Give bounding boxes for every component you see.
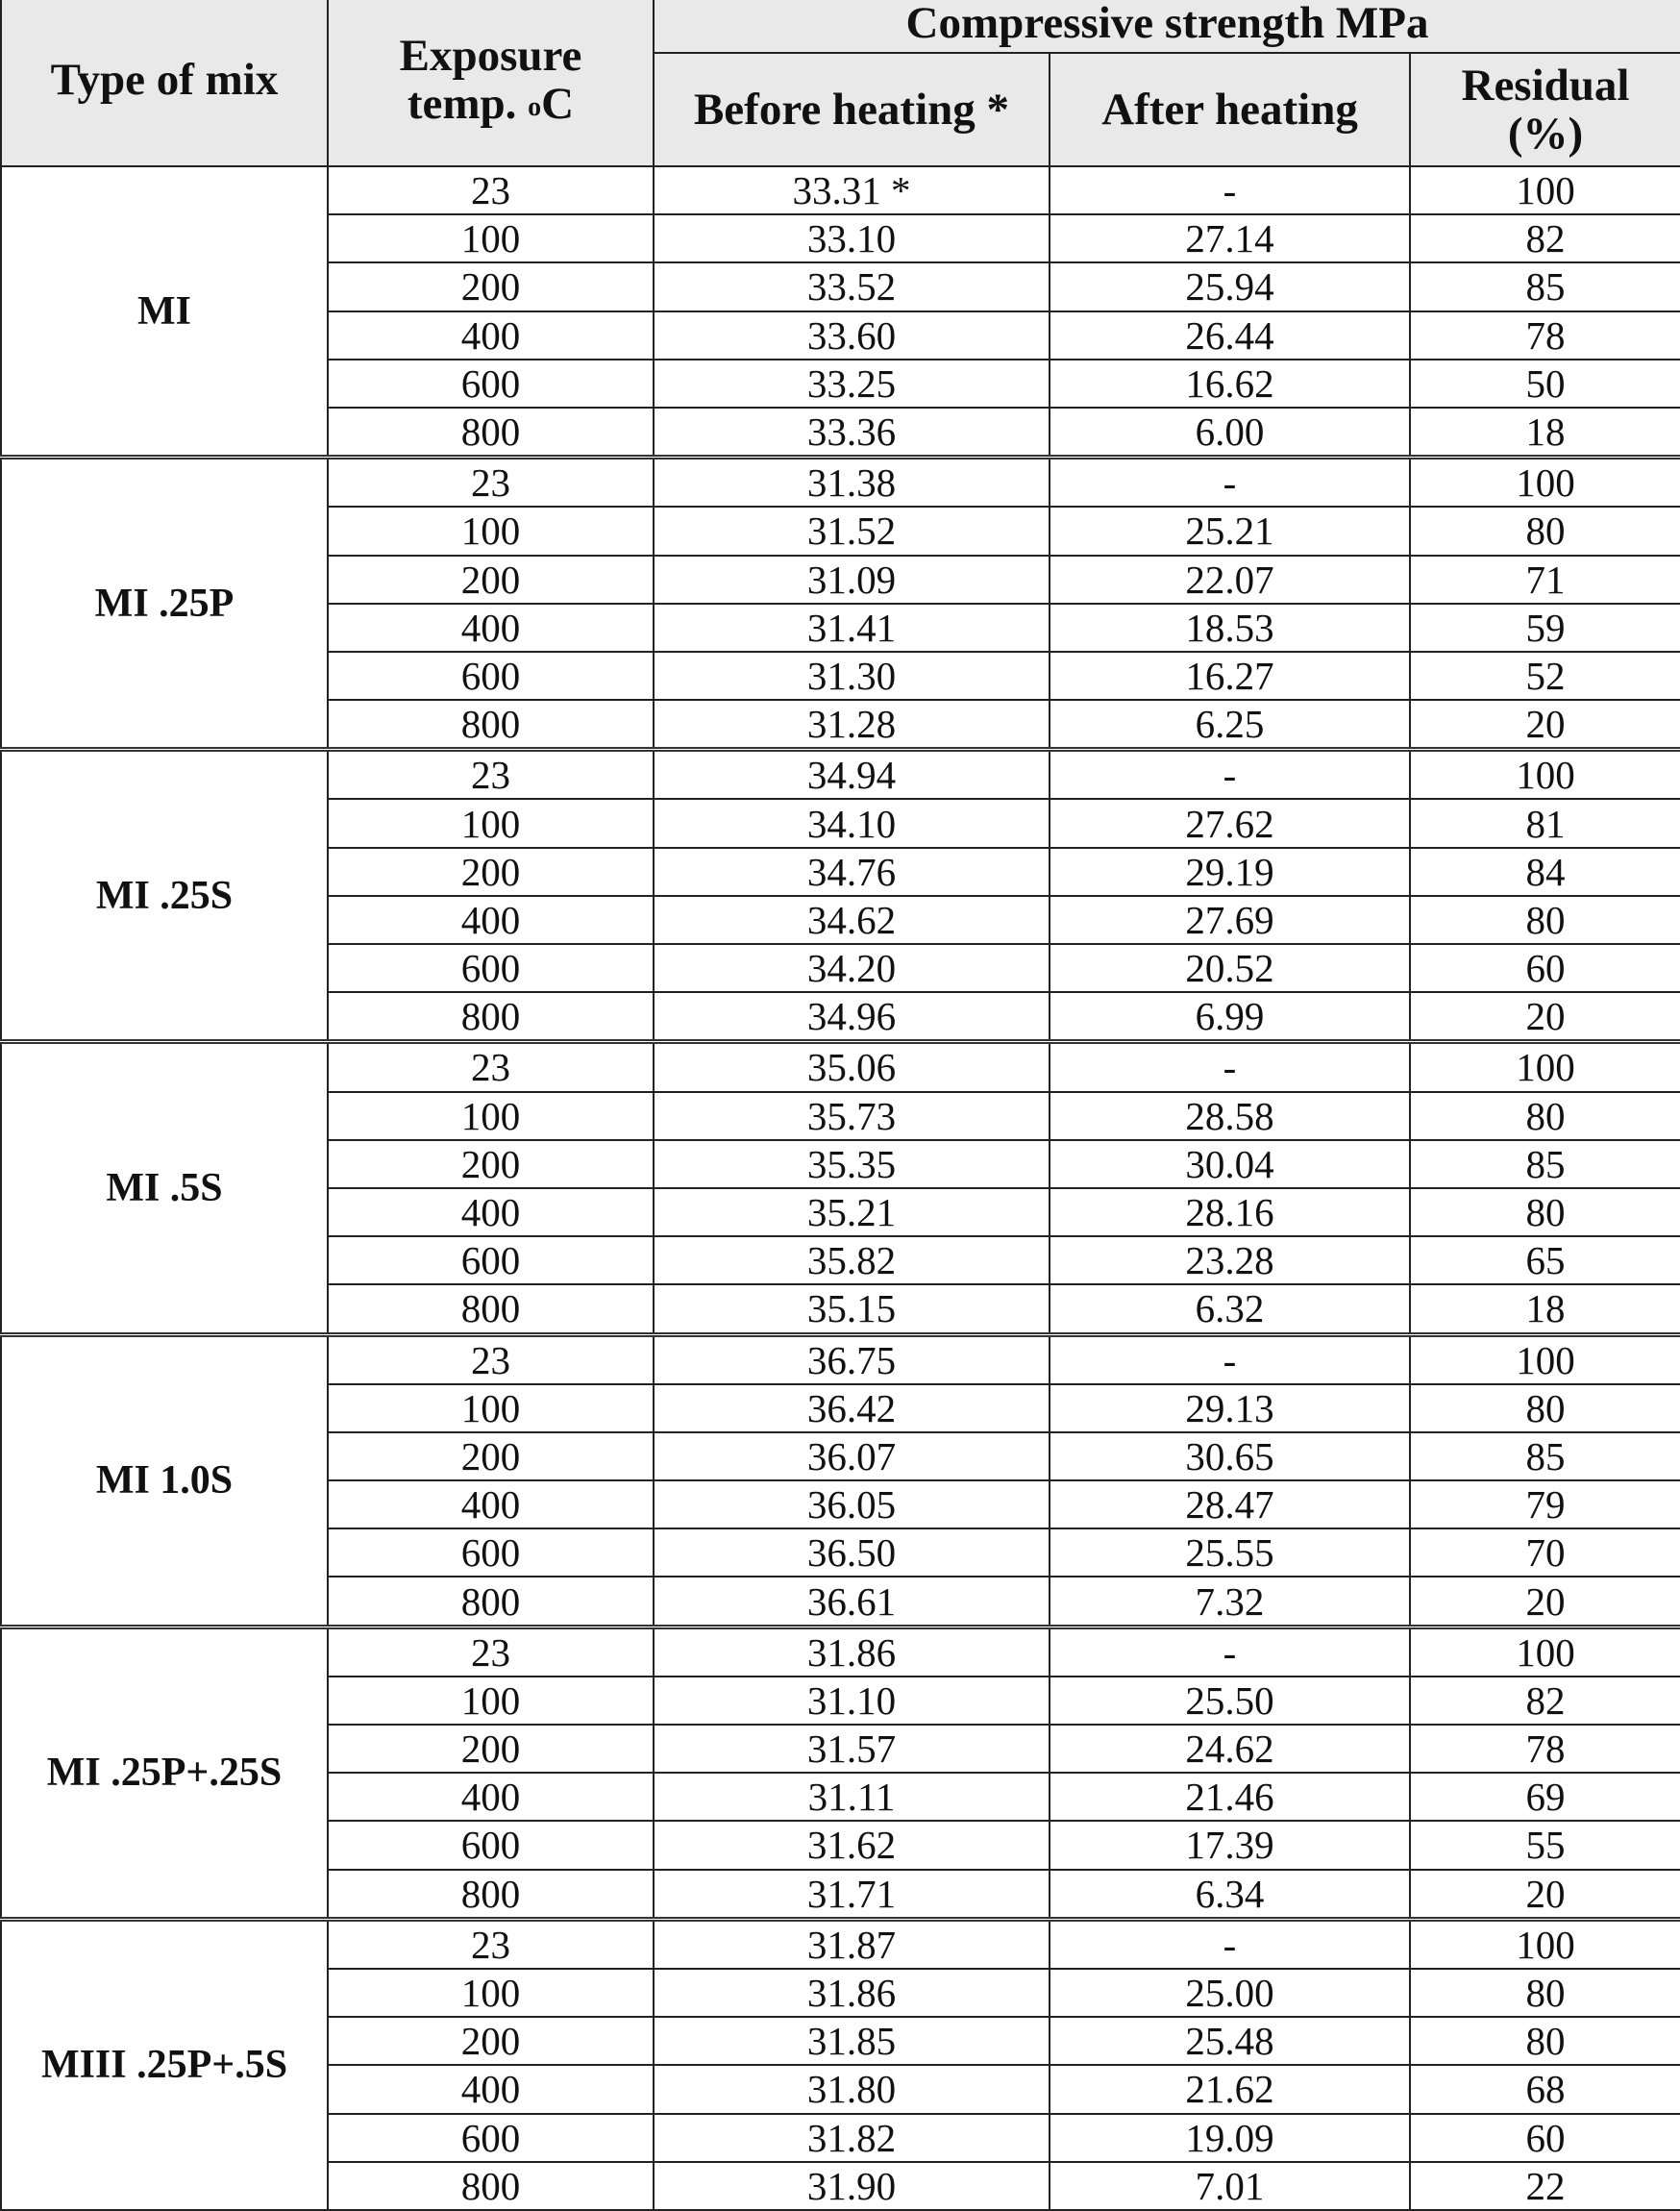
residual-cell: 85 bbox=[1410, 1140, 1680, 1188]
mix-type-cell: MI .25P+.25S bbox=[1, 1627, 328, 1919]
exposure-temp-cell: 800 bbox=[328, 1870, 654, 1920]
after-heating-cell: 30.04 bbox=[1050, 1140, 1410, 1188]
before-heating-cell: 31.52 bbox=[654, 507, 1050, 555]
after-heating-cell: 26.44 bbox=[1050, 311, 1410, 360]
exposure-temp-cell: 800 bbox=[328, 2162, 654, 2210]
mix-type-cell: MI .5S bbox=[1, 1042, 328, 1334]
header-residual-line2: (%) bbox=[1507, 109, 1584, 159]
after-heating-cell: - bbox=[1050, 1919, 1410, 1969]
residual-cell: 50 bbox=[1410, 360, 1680, 408]
before-heating-cell: 33.52 bbox=[654, 262, 1050, 311]
after-heating-cell: 29.13 bbox=[1050, 1384, 1410, 1432]
after-heating-cell: 25.21 bbox=[1050, 507, 1410, 555]
table-body bbox=[1, 166, 1680, 2210]
exposure-temp-cell: 600 bbox=[328, 944, 654, 992]
header-before-heating-label: Before heating * bbox=[693, 85, 1010, 135]
residual-cell: 80 bbox=[1410, 1384, 1680, 1432]
residual-cell: 20 bbox=[1410, 992, 1680, 1042]
residual-cell: 78 bbox=[1410, 1725, 1680, 1773]
exposure-temp-cell: 400 bbox=[328, 311, 654, 360]
before-heating-cell: 33.25 bbox=[654, 360, 1050, 408]
before-heating-cell: 31.82 bbox=[654, 2114, 1050, 2162]
residual-cell: 82 bbox=[1410, 1677, 1680, 1725]
table-row bbox=[1, 458, 1680, 508]
residual-cell: 85 bbox=[1410, 262, 1680, 311]
before-heating-cell: 34.62 bbox=[654, 896, 1050, 944]
residual-cell: 65 bbox=[1410, 1236, 1680, 1284]
mix-type-cell: MI .25S bbox=[1, 750, 328, 1042]
exposure-temp-cell: 400 bbox=[328, 896, 654, 944]
exposure-temp-cell: 200 bbox=[328, 2017, 654, 2065]
before-heating-cell: 35.21 bbox=[654, 1188, 1050, 1236]
residual-cell: 59 bbox=[1410, 604, 1680, 652]
header-exposure-line2 bbox=[408, 79, 574, 129]
degree-superscript: o bbox=[528, 92, 542, 122]
before-heating-cell: 36.07 bbox=[654, 1432, 1050, 1480]
exposure-temp-cell: 400 bbox=[328, 1480, 654, 1528]
before-heating-cell: 31.86 bbox=[654, 1969, 1050, 2017]
residual-cell: 60 bbox=[1410, 944, 1680, 992]
residual-cell: 80 bbox=[1410, 1092, 1680, 1140]
after-heating-cell: 18.53 bbox=[1050, 604, 1410, 652]
after-heating-cell: 6.00 bbox=[1050, 408, 1410, 458]
residual-cell: 100 bbox=[1410, 1919, 1680, 1969]
after-heating-cell: - bbox=[1050, 1627, 1410, 1677]
exposure-temp-cell: 400 bbox=[328, 604, 654, 652]
exposure-temp-cell: 200 bbox=[328, 556, 654, 604]
mix-type-cell: MI bbox=[1, 166, 328, 458]
after-heating-cell: 28.47 bbox=[1050, 1480, 1410, 1528]
after-heating-cell: 21.62 bbox=[1050, 2065, 1410, 2113]
exposure-temp-cell: 600 bbox=[328, 1236, 654, 1284]
exposure-temp-cell: 400 bbox=[328, 1188, 654, 1236]
before-heating-cell: 33.10 bbox=[654, 214, 1050, 262]
header-type-of-mix bbox=[1, 0, 328, 166]
exposure-temp-cell: 23 bbox=[328, 1919, 654, 1969]
table-row bbox=[1, 1042, 1680, 1092]
before-heating-cell: 31.62 bbox=[654, 1821, 1050, 1869]
header-exposure-line1: Exposure bbox=[399, 31, 582, 81]
before-heating-cell: 31.85 bbox=[654, 2017, 1050, 2065]
residual-cell: 100 bbox=[1410, 1627, 1680, 1677]
residual-cell: 20 bbox=[1410, 1870, 1680, 1920]
before-heating-cell: 31.09 bbox=[654, 556, 1050, 604]
exposure-temp-cell: 200 bbox=[328, 262, 654, 311]
before-heating-cell: 31.71 bbox=[654, 1870, 1050, 1920]
after-heating-cell: 23.28 bbox=[1050, 1236, 1410, 1284]
residual-cell: 100 bbox=[1410, 750, 1680, 800]
residual-cell: 80 bbox=[1410, 1188, 1680, 1236]
header-before-heating bbox=[654, 53, 1050, 166]
after-heating-cell: 27.62 bbox=[1050, 799, 1410, 847]
exposure-temp-cell: 600 bbox=[328, 2114, 654, 2162]
exposure-temp-cell: 200 bbox=[328, 1140, 654, 1188]
after-heating-cell: 25.48 bbox=[1050, 2017, 1410, 2065]
exposure-temp-cell: 600 bbox=[328, 1528, 654, 1577]
before-heating-cell: 35.06 bbox=[654, 1042, 1050, 1092]
after-heating-cell: 30.65 bbox=[1050, 1432, 1410, 1480]
before-heating-cell: 36.61 bbox=[654, 1577, 1050, 1627]
exposure-temp-cell: 400 bbox=[328, 1773, 654, 1821]
before-heating-cell: 35.73 bbox=[654, 1092, 1050, 1140]
table-header bbox=[1, 0, 1680, 166]
before-heating-cell: 31.10 bbox=[654, 1677, 1050, 1725]
residual-cell: 22 bbox=[1410, 2162, 1680, 2210]
residual-cell: 80 bbox=[1410, 507, 1680, 555]
after-heating-cell: 21.46 bbox=[1050, 1773, 1410, 1821]
exposure-temp-cell: 200 bbox=[328, 1432, 654, 1480]
residual-cell: 20 bbox=[1410, 700, 1680, 750]
exposure-temp-cell: 600 bbox=[328, 652, 654, 700]
exposure-temp-cell: 800 bbox=[328, 992, 654, 1042]
residual-cell: 60 bbox=[1410, 2114, 1680, 2162]
after-heating-cell: 7.01 bbox=[1050, 2162, 1410, 2210]
table-row bbox=[1, 166, 1680, 214]
residual-cell: 100 bbox=[1410, 166, 1680, 214]
residual-cell: 80 bbox=[1410, 1969, 1680, 2017]
before-heating-cell: 33.31 * bbox=[654, 166, 1050, 214]
table-row bbox=[1, 1627, 1680, 1677]
before-heating-cell: 31.57 bbox=[654, 1725, 1050, 1773]
exposure-temp-cell: 23 bbox=[328, 1627, 654, 1677]
header-after-heating bbox=[1050, 53, 1410, 166]
exposure-temp-cell: 100 bbox=[328, 1677, 654, 1725]
exposure-temp-cell: 200 bbox=[328, 1725, 654, 1773]
residual-cell: 68 bbox=[1410, 2065, 1680, 2113]
before-heating-cell: 34.10 bbox=[654, 799, 1050, 847]
exposure-temp-cell: 800 bbox=[328, 1577, 654, 1627]
before-heating-cell: 31.38 bbox=[654, 458, 1050, 508]
before-heating-cell: 35.35 bbox=[654, 1140, 1050, 1188]
residual-cell: 84 bbox=[1410, 848, 1680, 896]
after-heating-cell: 25.00 bbox=[1050, 1969, 1410, 2017]
before-heating-cell: 34.96 bbox=[654, 992, 1050, 1042]
exposure-temp-cell: 600 bbox=[328, 1821, 654, 1869]
residual-cell: 70 bbox=[1410, 1528, 1680, 1577]
exposure-temp-cell: 100 bbox=[328, 1969, 654, 2017]
exposure-temp-cell: 100 bbox=[328, 507, 654, 555]
before-heating-cell: 35.82 bbox=[654, 1236, 1050, 1284]
header-compressive-strength bbox=[654, 0, 1680, 53]
before-heating-cell: 34.20 bbox=[654, 944, 1050, 992]
after-heating-cell: - bbox=[1050, 1334, 1410, 1384]
residual-cell: 100 bbox=[1410, 1042, 1680, 1092]
before-heating-cell: 36.75 bbox=[654, 1334, 1050, 1384]
after-heating-cell: - bbox=[1050, 1042, 1410, 1092]
after-heating-cell: 20.52 bbox=[1050, 944, 1410, 992]
after-heating-cell: 7.32 bbox=[1050, 1577, 1410, 1627]
after-heating-cell: 17.39 bbox=[1050, 1821, 1410, 1869]
residual-cell: 80 bbox=[1410, 896, 1680, 944]
exposure-temp-cell: 100 bbox=[328, 1384, 654, 1432]
residual-cell: 79 bbox=[1410, 1480, 1680, 1528]
after-heating-cell: 28.58 bbox=[1050, 1092, 1410, 1140]
residual-cell: 20 bbox=[1410, 1577, 1680, 1627]
before-heating-cell: 31.30 bbox=[654, 652, 1050, 700]
before-heating-cell: 33.60 bbox=[654, 311, 1050, 360]
before-heating-cell: 31.80 bbox=[654, 2065, 1050, 2113]
after-heating-cell: 6.25 bbox=[1050, 700, 1410, 750]
after-heating-cell: 24.62 bbox=[1050, 1725, 1410, 1773]
after-heating-cell: 25.50 bbox=[1050, 1677, 1410, 1725]
after-heating-cell: 28.16 bbox=[1050, 1188, 1410, 1236]
after-heating-cell: - bbox=[1050, 166, 1410, 214]
table-row bbox=[1, 1919, 1680, 1969]
exposure-temp-cell: 200 bbox=[328, 848, 654, 896]
after-heating-cell: 6.99 bbox=[1050, 992, 1410, 1042]
header-exposure-temp bbox=[328, 0, 654, 166]
before-heating-cell: 36.42 bbox=[654, 1384, 1050, 1432]
header-type-of-mix-label: Type of mix bbox=[50, 55, 279, 105]
table-row bbox=[1, 750, 1680, 800]
before-heating-cell: 31.86 bbox=[654, 1627, 1050, 1677]
residual-cell: 82 bbox=[1410, 214, 1680, 262]
before-heating-cell: 35.15 bbox=[654, 1284, 1050, 1334]
header-compressive-strength-label: Compressive strength MPa bbox=[905, 0, 1429, 48]
after-heating-cell: 6.34 bbox=[1050, 1870, 1410, 1920]
exposure-temp-cell: 800 bbox=[328, 408, 654, 458]
header-residual-line1: Residual bbox=[1461, 61, 1630, 111]
residual-cell: 18 bbox=[1410, 408, 1680, 458]
before-heating-cell: 31.41 bbox=[654, 604, 1050, 652]
after-heating-cell: 16.27 bbox=[1050, 652, 1410, 700]
exposure-temp-cell: 100 bbox=[328, 799, 654, 847]
before-heating-cell: 31.28 bbox=[654, 700, 1050, 750]
header-exposure-temp-word: temp. bbox=[407, 79, 517, 129]
exposure-temp-cell: 800 bbox=[328, 700, 654, 750]
residual-cell: 69 bbox=[1410, 1773, 1680, 1821]
exposure-temp-cell: 23 bbox=[328, 166, 654, 214]
before-heating-cell: 31.11 bbox=[654, 1773, 1050, 1821]
after-heating-cell: 27.69 bbox=[1050, 896, 1410, 944]
residual-cell: 71 bbox=[1410, 556, 1680, 604]
exposure-temp-cell: 100 bbox=[328, 1092, 654, 1140]
after-heating-cell: - bbox=[1050, 750, 1410, 800]
exposure-temp-cell: 23 bbox=[328, 458, 654, 508]
header-residual bbox=[1410, 53, 1680, 166]
before-heating-cell: 31.90 bbox=[654, 2162, 1050, 2210]
residual-cell: 55 bbox=[1410, 1821, 1680, 1869]
exposure-temp-cell: 600 bbox=[328, 360, 654, 408]
exposure-temp-cell: 23 bbox=[328, 1042, 654, 1092]
exposure-temp-cell: 400 bbox=[328, 2065, 654, 2113]
after-heating-cell: 16.62 bbox=[1050, 360, 1410, 408]
exposure-temp-cell: 800 bbox=[328, 1284, 654, 1334]
exposure-temp-cell: 23 bbox=[328, 1334, 654, 1384]
header-after-heating-label: After heating bbox=[1101, 85, 1358, 135]
after-heating-cell: 6.32 bbox=[1050, 1284, 1410, 1334]
before-heating-cell: 36.05 bbox=[654, 1480, 1050, 1528]
after-heating-cell: 25.55 bbox=[1050, 1528, 1410, 1577]
before-heating-cell: 36.50 bbox=[654, 1528, 1050, 1577]
residual-cell: 100 bbox=[1410, 458, 1680, 508]
residual-cell: 81 bbox=[1410, 799, 1680, 847]
residual-cell: 100 bbox=[1410, 1334, 1680, 1384]
header-exposure-unit: C bbox=[541, 79, 575, 129]
residual-cell: 85 bbox=[1410, 1432, 1680, 1480]
residual-cell: 18 bbox=[1410, 1284, 1680, 1334]
after-heating-cell: 22.07 bbox=[1050, 556, 1410, 604]
table-row bbox=[1, 1334, 1680, 1384]
after-heating-cell: - bbox=[1050, 458, 1410, 508]
after-heating-cell: 25.94 bbox=[1050, 262, 1410, 311]
residual-cell: 80 bbox=[1410, 2017, 1680, 2065]
mix-type-cell: MIII .25P+.5S bbox=[1, 1919, 328, 2210]
exposure-temp-cell: 23 bbox=[328, 750, 654, 800]
before-heating-cell: 34.94 bbox=[654, 750, 1050, 800]
after-heating-cell: 29.19 bbox=[1050, 848, 1410, 896]
mix-type-cell: MI 1.0S bbox=[1, 1334, 328, 1627]
after-heating-cell: 19.09 bbox=[1050, 2114, 1410, 2162]
mix-type-cell: MI .25P bbox=[1, 458, 328, 750]
exposure-temp-cell: 100 bbox=[328, 214, 654, 262]
before-heating-cell: 31.87 bbox=[654, 1919, 1050, 1969]
before-heating-cell: 33.36 bbox=[654, 408, 1050, 458]
residual-cell: 78 bbox=[1410, 311, 1680, 360]
after-heating-cell: 27.14 bbox=[1050, 214, 1410, 262]
before-heating-cell: 34.76 bbox=[654, 848, 1050, 896]
residual-cell: 52 bbox=[1410, 652, 1680, 700]
